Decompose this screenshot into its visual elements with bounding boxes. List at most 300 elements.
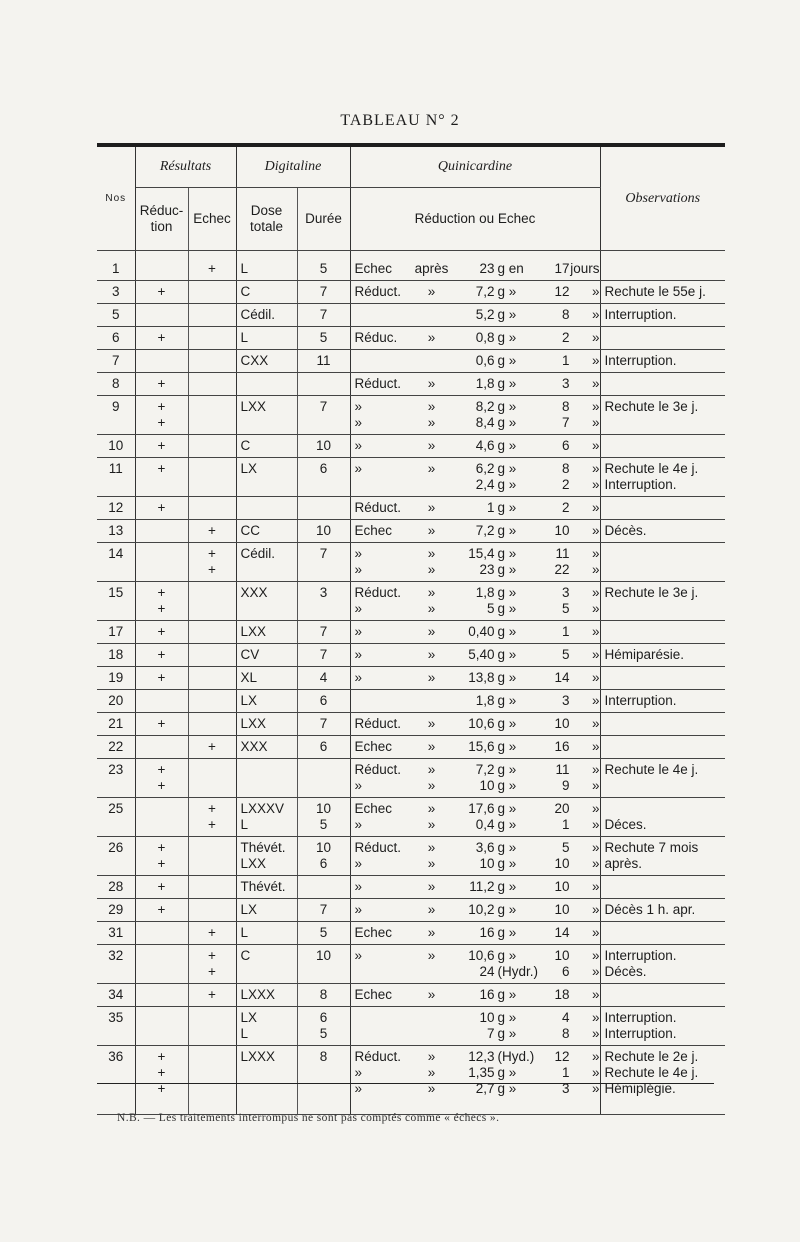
quinicardine-unit: g » [497,647,517,662]
table-row [97,1046,725,1115]
reduction-mark: + [135,876,188,899]
quinicardine-cell [350,899,600,922]
quinicardine-ditto-2: » [591,438,600,453]
reduction-mark [135,922,188,945]
table-row [97,621,725,644]
digitaline-duree: 8 [297,984,350,1007]
observation: Interruption. [600,350,725,373]
quinicardine-days: 5 [561,601,570,616]
quinicardine-result: » [354,902,363,917]
quinicardine-cell [350,396,600,435]
reduction-mark: + [135,281,188,304]
quinicardine-grams: 1 [486,500,495,515]
quinicardine-grams: 10 [479,1010,495,1025]
row-number: 11 [97,458,135,497]
digitaline-duree: 4 [297,667,350,690]
digitaline-dose: Thévét. [236,876,297,899]
quinicardine-grams: 11,2 [469,879,495,894]
quinicardine-ditto-1 [415,353,449,369]
quinicardine-grams: 0,40 [468,624,495,639]
row-number: 25 [97,798,135,837]
quinicardine-unit: g » [497,817,517,832]
quinicardine-ditto-2: » [591,284,600,299]
quinicardine-days: 11 [555,762,570,777]
quinicardine-ditto-2: » [591,500,600,515]
quinicardine-days: 2 [561,500,570,515]
echec-mark [188,899,236,922]
quinicardine-grams: 24 [479,964,495,979]
quinicardine-days: 3 [561,376,570,391]
digitaline-dose: LXXXV L [236,798,297,837]
table-row [97,543,725,582]
table-row [97,945,725,984]
quinicardine-days: 12 [554,1049,570,1064]
quinicardine-line [355,856,600,872]
digitaline-dose: LX [236,690,297,713]
quinicardine-cell [350,281,600,304]
row-number: 28 [97,876,135,899]
echec-mark: + + [188,945,236,984]
quinicardine-result: Echec [354,739,393,754]
quinicardine-days: 3 [561,1081,570,1096]
quinicardine-line [355,284,600,300]
quinicardine-ditto-2: » [591,1049,600,1064]
quinicardine-result: » [354,438,363,453]
reduction-mark: + [135,713,188,736]
reduction-mark [135,984,188,1007]
quinicardine-cell [350,667,600,690]
quinicardine-days: 1 [561,817,570,832]
echec-mark [188,373,236,396]
table-row [97,582,725,621]
quinicardine-cell [350,690,600,713]
observation: Rechute le 4e j. [600,759,725,798]
quinicardine-result: Réduct. [354,840,402,855]
quinicardine-ditto-2: » [591,902,600,917]
digitaline-dose: LXX [236,713,297,736]
quinicardine-ditto-2: » [591,523,600,538]
quinicardine-result: » [354,399,363,414]
quinicardine-result: Echec [354,925,393,940]
quinicardine-ditto-1: » [427,987,436,1002]
quinicardine-result [355,1010,415,1026]
quinicardine-ditto-2: » [591,585,600,600]
quinicardine-ditto-1: » [427,902,436,917]
quinicardine-ditto-2: » [591,964,600,979]
quinicardine-grams: 16 [479,987,495,1002]
observation [600,713,725,736]
quinicardine-line [355,647,600,663]
quinicardine-unit: g » [497,477,517,492]
quinicardine-grams: 1,8 [475,376,495,391]
echec-mark [188,435,236,458]
reduction-mark: + [135,621,188,644]
quinicardine-days: 5 [561,840,570,855]
quinicardine-line [355,376,600,392]
quinicardine-grams: 10 [479,856,495,871]
quinicardine-ditto-1: » [427,461,436,476]
quinicardine-ditto-1: » [427,716,436,731]
table-row [97,984,725,1007]
row-number: 35 [97,1007,135,1046]
observation: Interruption. Décès. [600,945,725,984]
observation: Rechute le 4e j. Interruption. [600,458,725,497]
quinicardine-cell [350,304,600,327]
quinicardine-ditto-2: » [591,1026,600,1041]
row-number: 20 [97,690,135,713]
quinicardine-unit: g » [497,716,517,731]
observation: Rechute le 3e j. [600,582,725,621]
observation [600,922,725,945]
quinicardine-unit: g » [497,562,517,577]
quinicardine-unit: g » [497,438,517,453]
table-row [97,435,725,458]
header-reduction-ou-echec: Réduction ou Echec [350,188,600,251]
quinicardine-grams: 10 [479,778,495,793]
table-row [97,713,725,736]
quinicardine-grams: 8,2 [475,399,495,414]
quinicardine-unit: g » [497,987,517,1002]
table-row [97,497,725,520]
table-row [97,281,725,304]
observation [600,435,725,458]
quinicardine-cell [350,876,600,899]
digitaline-duree: 5 [297,327,350,350]
quinicardine-ditto-1: » [427,330,436,345]
echec-mark [188,327,236,350]
quinicardine-result: » [354,948,363,963]
quinicardine-result: » [354,601,363,616]
quinicardine-ditto-2: » [591,1065,600,1080]
quinicardine-cell [350,497,600,520]
quinicardine-ditto-1: » [427,376,436,391]
quinicardine-result [355,307,415,323]
echec-mark [188,759,236,798]
quinicardine-result: » [354,856,363,871]
quinicardine-days: 14 [554,925,570,940]
echec-mark [188,1007,236,1046]
quinicardine-days: 10 [554,879,570,894]
quinicardine-cell [350,759,600,798]
quinicardine-ditto-1: » [427,1049,436,1064]
echec-mark [188,690,236,713]
quinicardine-result: Echec [354,987,393,1002]
digitaline-dose: C [236,435,297,458]
digitaline-dose: CV [236,644,297,667]
digitaline-duree: 5 [297,922,350,945]
quinicardine-cell [350,543,600,582]
quinicardine-grams: 1,8 [475,585,495,600]
observation [600,984,725,1007]
quinicardine-unit: g » [497,762,517,777]
quinicardine-ditto-1: » [427,523,436,538]
quinicardine-grams: 10,6 [468,948,495,963]
table-body [97,251,725,1115]
quinicardine-days: 2 [561,330,570,345]
quinicardine-unit: (Hyd.) [497,1049,535,1064]
row-number: 5 [97,304,135,327]
page-title: TABLEAU N° 2 [340,112,460,129]
observation [600,497,725,520]
quinicardine-grams: 2,7 [475,1081,495,1096]
reduction-mark [135,350,188,373]
quinicardine-result: » [354,879,363,894]
quinicardine-line [355,399,600,415]
row-number: 22 [97,736,135,759]
quinicardine-ditto-2: » [591,461,600,476]
quinicardine-line [355,670,600,686]
quinicardine-grams: 1,8 [475,693,495,708]
reduction-mark: + [135,497,188,520]
quinicardine-cell [350,713,600,736]
quinicardine-ditto-1 [415,964,449,980]
quinicardine-ditto-1: » [427,546,436,561]
quinicardine-ditto-2: » [591,1010,600,1025]
quinicardine-ditto-1: » [427,601,436,616]
quinicardine-line [355,1065,600,1081]
quinicardine-cell [350,644,600,667]
quinicardine-unit: g » [497,1026,517,1041]
quinicardine-result: Réduct. [354,376,402,391]
digitaline-duree: 3 [297,582,350,621]
reduction-mark: + [135,435,188,458]
table-row [97,899,725,922]
quinicardine-days: 14 [554,670,570,685]
quinicardine-grams: 16 [479,925,495,940]
echec-mark: + [188,984,236,1007]
quinicardine-ditto-2: » [591,647,600,662]
quinicardine-line [355,562,600,578]
digitaline-dose: LXXX [236,1046,297,1115]
echec-mark [188,713,236,736]
header-resultats: Résultats [135,147,236,188]
row-number: 13 [97,520,135,543]
quinicardine-unit: g » [497,801,517,816]
quinicardine-result: Echec [354,801,393,816]
quinicardine-grams: 0,6 [475,353,495,368]
table-bottom-rule [97,1083,714,1084]
quinicardine-unit: g » [497,330,517,345]
quinicardine-unit: g » [497,461,517,476]
header-digitaline: Digitaline [236,147,350,188]
echec-mark [188,876,236,899]
reduction-mark [135,736,188,759]
quinicardine-line [355,762,600,778]
quinicardine-unit: (Hydr.) [497,964,538,979]
quinicardine-ditto-2: » [591,546,600,561]
quinicardine-result: Réduct. [354,585,402,600]
quinicardine-unit: g » [497,546,517,561]
row-number: 29 [97,899,135,922]
quinicardine-days: 9 [561,778,570,793]
quinicardine-grams: 7,2 [475,762,495,777]
quinicardine-ditto-2: » [591,840,600,855]
quinicardine-line [355,546,600,562]
quinicardine-ditto-1: » [427,948,436,963]
digitaline-duree [297,497,350,520]
digitaline-dose: Cédil. [236,543,297,582]
quinicardine-days: 17 [554,261,570,276]
observation [600,667,725,690]
quinicardine-line [355,840,600,856]
quinicardine-ditto-2: » [591,879,600,894]
quinicardine-line [355,477,600,493]
row-number: 23 [97,759,135,798]
row-number: 14 [97,543,135,582]
digitaline-dose: C [236,281,297,304]
quinicardine-ditto-1: » [427,438,436,453]
quinicardine-ditto-1 [415,307,449,323]
observation: Rechute le 2e j. Rechute le 4e j. Hémiplégie. [600,1046,725,1115]
quinicardine-days: 1 [561,624,570,639]
quinicardine-result: » [354,461,363,476]
digitaline-duree: 7 [297,899,350,922]
quinicardine-unit: g » [497,284,517,299]
quinicardine-ditto-1 [415,477,449,493]
quinicardine-line [355,353,600,369]
digitaline-duree: 11 [297,350,350,373]
quinicardine-unit: g » [497,856,517,871]
quinicardine-grams: 7 [486,1026,495,1041]
quinicardine-ditto-1: » [427,562,436,577]
table-row [97,373,725,396]
quinicardine-cell [350,251,600,281]
header-echec: Echec [188,188,236,251]
quinicardine-line [355,964,600,980]
reduction-mark: + [135,667,188,690]
quinicardine-result: » [354,546,363,561]
digitaline-duree [297,373,350,396]
table-row [97,327,725,350]
digitaline-dose: LX L [236,1007,297,1046]
quinicardine-cell [350,837,600,876]
quinicardine-grams: 7,2 [475,284,495,299]
quinicardine-unit: g » [497,399,517,414]
quinicardine-days: 10 [554,523,570,538]
digitaline-duree: 7 [297,281,350,304]
quinicardine-grams: 1,35 [468,1065,495,1080]
quinicardine-line [355,415,600,431]
quinicardine-ditto-2: » [591,817,600,832]
quinicardine-ditto-1: » [427,647,436,662]
quinicardine-unit: g » [497,415,517,430]
quinicardine-ditto-1: après [414,261,449,276]
observation: Décès 1 h. apr. [600,899,725,922]
row-number: 34 [97,984,135,1007]
quinicardine-days: 2 [561,477,570,492]
header-numbers: Nos [97,147,135,251]
reduction-mark: + [135,458,188,497]
quinicardine-cell [350,621,600,644]
reduction-mark [135,798,188,837]
quinicardine-ditto-2: jours [570,261,600,276]
table-row [97,667,725,690]
quinicardine-ditto-1: » [427,670,436,685]
digitaline-dose: L [236,327,297,350]
digitaline-duree: 6 5 [297,1007,350,1046]
quinicardine-line [355,1049,600,1065]
header-duree: Durée [297,188,350,251]
quinicardine-grams: 8,4 [475,415,495,430]
table-row [97,690,725,713]
table-row [97,837,725,876]
row-number: 31 [97,922,135,945]
digitaline-duree: 7 [297,396,350,435]
quinicardine-result: Echec [354,261,393,276]
echec-mark [188,582,236,621]
quinicardine-unit: g » [497,693,517,708]
echec-mark [188,644,236,667]
header-observations: Observations [600,147,725,251]
quinicardine-days: 10 [554,716,570,731]
quinicardine-ditto-2: » [591,716,600,731]
reduction-mark [135,304,188,327]
digitaline-duree: 10 [297,435,350,458]
digitaline-dose: CC [236,520,297,543]
digitaline-duree: 7 [297,621,350,644]
echec-mark [188,458,236,497]
quinicardine-unit: g » [497,1065,517,1080]
quinicardine-ditto-2: » [591,987,600,1002]
quinicardine-unit: g » [497,925,517,940]
quinicardine-line [355,693,600,709]
quinicardine-result [355,477,415,493]
quinicardine-line [355,716,600,732]
quinicardine-ditto-2: » [591,376,600,391]
table-row [97,350,725,373]
observation: Rechute le 3e j. [600,396,725,435]
quinicardine-line [355,461,600,477]
quinicardine-days: 16 [554,739,570,754]
quinicardine-cell [350,922,600,945]
table-row [97,458,725,497]
quinicardine-result: » [354,647,363,662]
quinicardine-cell [350,327,600,350]
quinicardine-ditto-1: » [427,415,436,430]
quinicardine-ditto-2: » [591,693,600,708]
quinicardine-grams: 7,2 [475,523,495,538]
digitaline-duree: 7 [297,543,350,582]
digitaline-duree: 10 [297,520,350,543]
quinicardine-unit: g » [497,879,517,894]
quinicardine-ditto-2: » [591,670,600,685]
quinicardine-ditto-2: » [591,948,600,963]
quinicardine-ditto-1: » [427,925,436,940]
header-reduction: Réduc- tion [135,188,188,251]
quinicardine-ditto-2: » [591,477,600,492]
digitaline-dose [236,759,297,798]
digitaline-duree: 6 [297,458,350,497]
digitaline-dose [236,373,297,396]
quinicardine-line [355,438,600,454]
echec-mark [188,396,236,435]
echec-mark: + + [188,543,236,582]
row-number: 26 [97,837,135,876]
quinicardine-cell [350,736,600,759]
quinicardine-days: 8 [561,307,570,322]
quinicardine-line [355,948,600,964]
quinicardine-result: Echec [354,523,393,538]
digitaline-duree: 6 [297,736,350,759]
reduction-mark [135,543,188,582]
quinicardine-days: 3 [561,585,570,600]
quinicardine-ditto-1: » [427,778,436,793]
quinicardine-unit: g » [497,840,517,855]
quinicardine-unit: g » [497,601,517,616]
quinicardine-result: Réduct. [354,284,402,299]
quinicardine-grams: 23 [479,261,495,276]
quinicardine-ditto-1: » [427,585,436,600]
